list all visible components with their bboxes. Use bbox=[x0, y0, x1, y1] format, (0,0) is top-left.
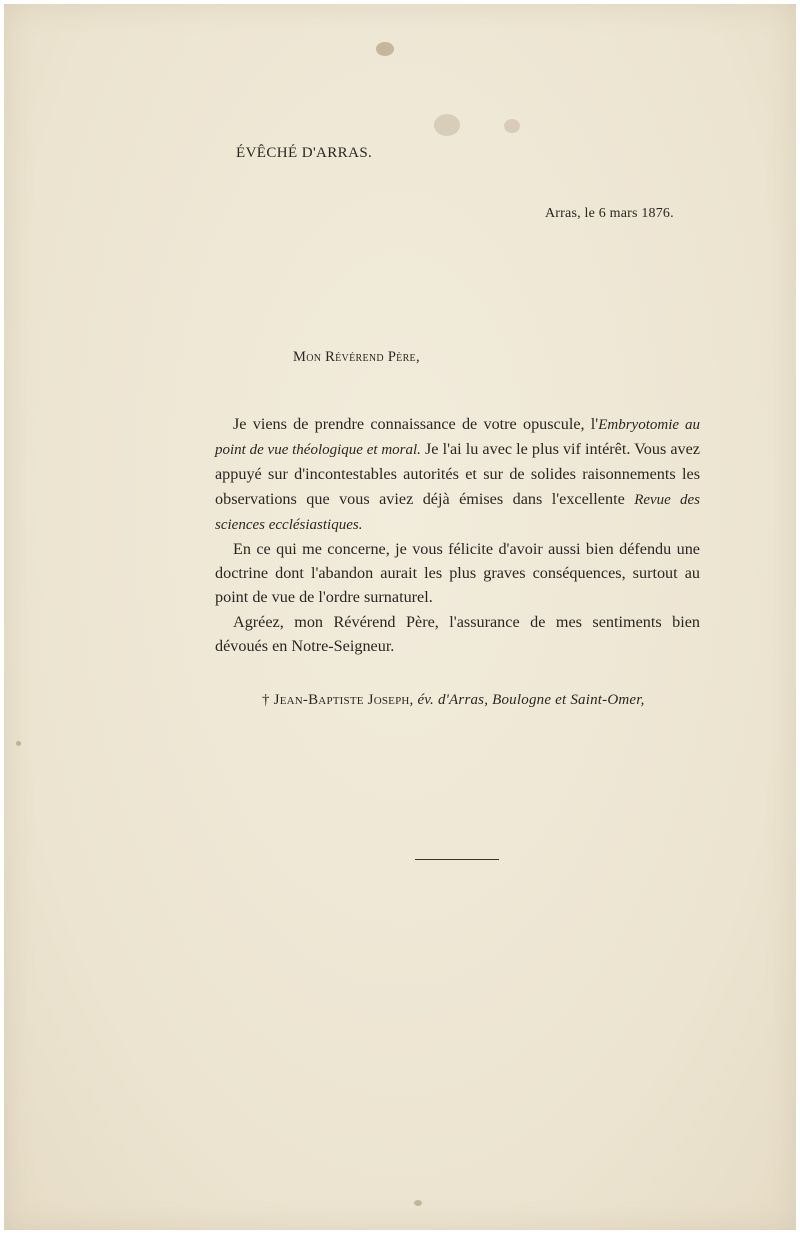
paragraph-1 bbox=[215, 412, 700, 537]
closing-rule bbox=[415, 859, 499, 860]
salutation: Mon Révérend Père, bbox=[293, 349, 420, 365]
journal-title: Revue des sciences ecclésiastiques. bbox=[215, 491, 700, 533]
paper-speck bbox=[16, 741, 21, 746]
paper-speck bbox=[414, 1200, 422, 1206]
signature bbox=[262, 692, 645, 709]
paragraph-2: En ce qui me concerne, je vous félicite d'avoir aussi bien défendu une doctrine dont l'abandon aurait les plus graves conséquences, surtout au point de vue de l'ordre surnaturel. bbox=[215, 540, 700, 607]
letter-body bbox=[215, 412, 700, 658]
paper-speck bbox=[376, 42, 394, 56]
cross-symbol: † bbox=[262, 692, 270, 708]
dateline: Arras, le 6 mars 1876. bbox=[545, 206, 674, 221]
paragraph-1-middle: Je l'ai lu avec le plus vif intérêt. Vous avez appuyé sur d'incontestables autorités et sur de solides raisonnements les observations que vous aviez déjà émises dans l'excellente bbox=[215, 440, 700, 508]
see-heading: ÉVÊCHÉ D'ARRAS. bbox=[236, 145, 373, 161]
paper-speck bbox=[504, 119, 520, 133]
paragraph-3: Agréez, mon Révérend Père, l'assurance de mes sentiments bien dévoués en Notre-Seigneur. bbox=[215, 612, 700, 655]
paragraph-1-intro: Je viens de prendre connaissance de votre opuscule, l' bbox=[233, 415, 599, 433]
signatory-title: év. d'Arras, Boulogne et Saint-Omer, bbox=[417, 692, 645, 708]
opuscule-title: Embryotomie au point de vue théologique et moral. bbox=[215, 417, 700, 459]
document-page bbox=[4, 4, 796, 1230]
paper-speck bbox=[434, 114, 460, 136]
signatory-name: Jean-Baptiste Joseph, bbox=[273, 692, 414, 708]
